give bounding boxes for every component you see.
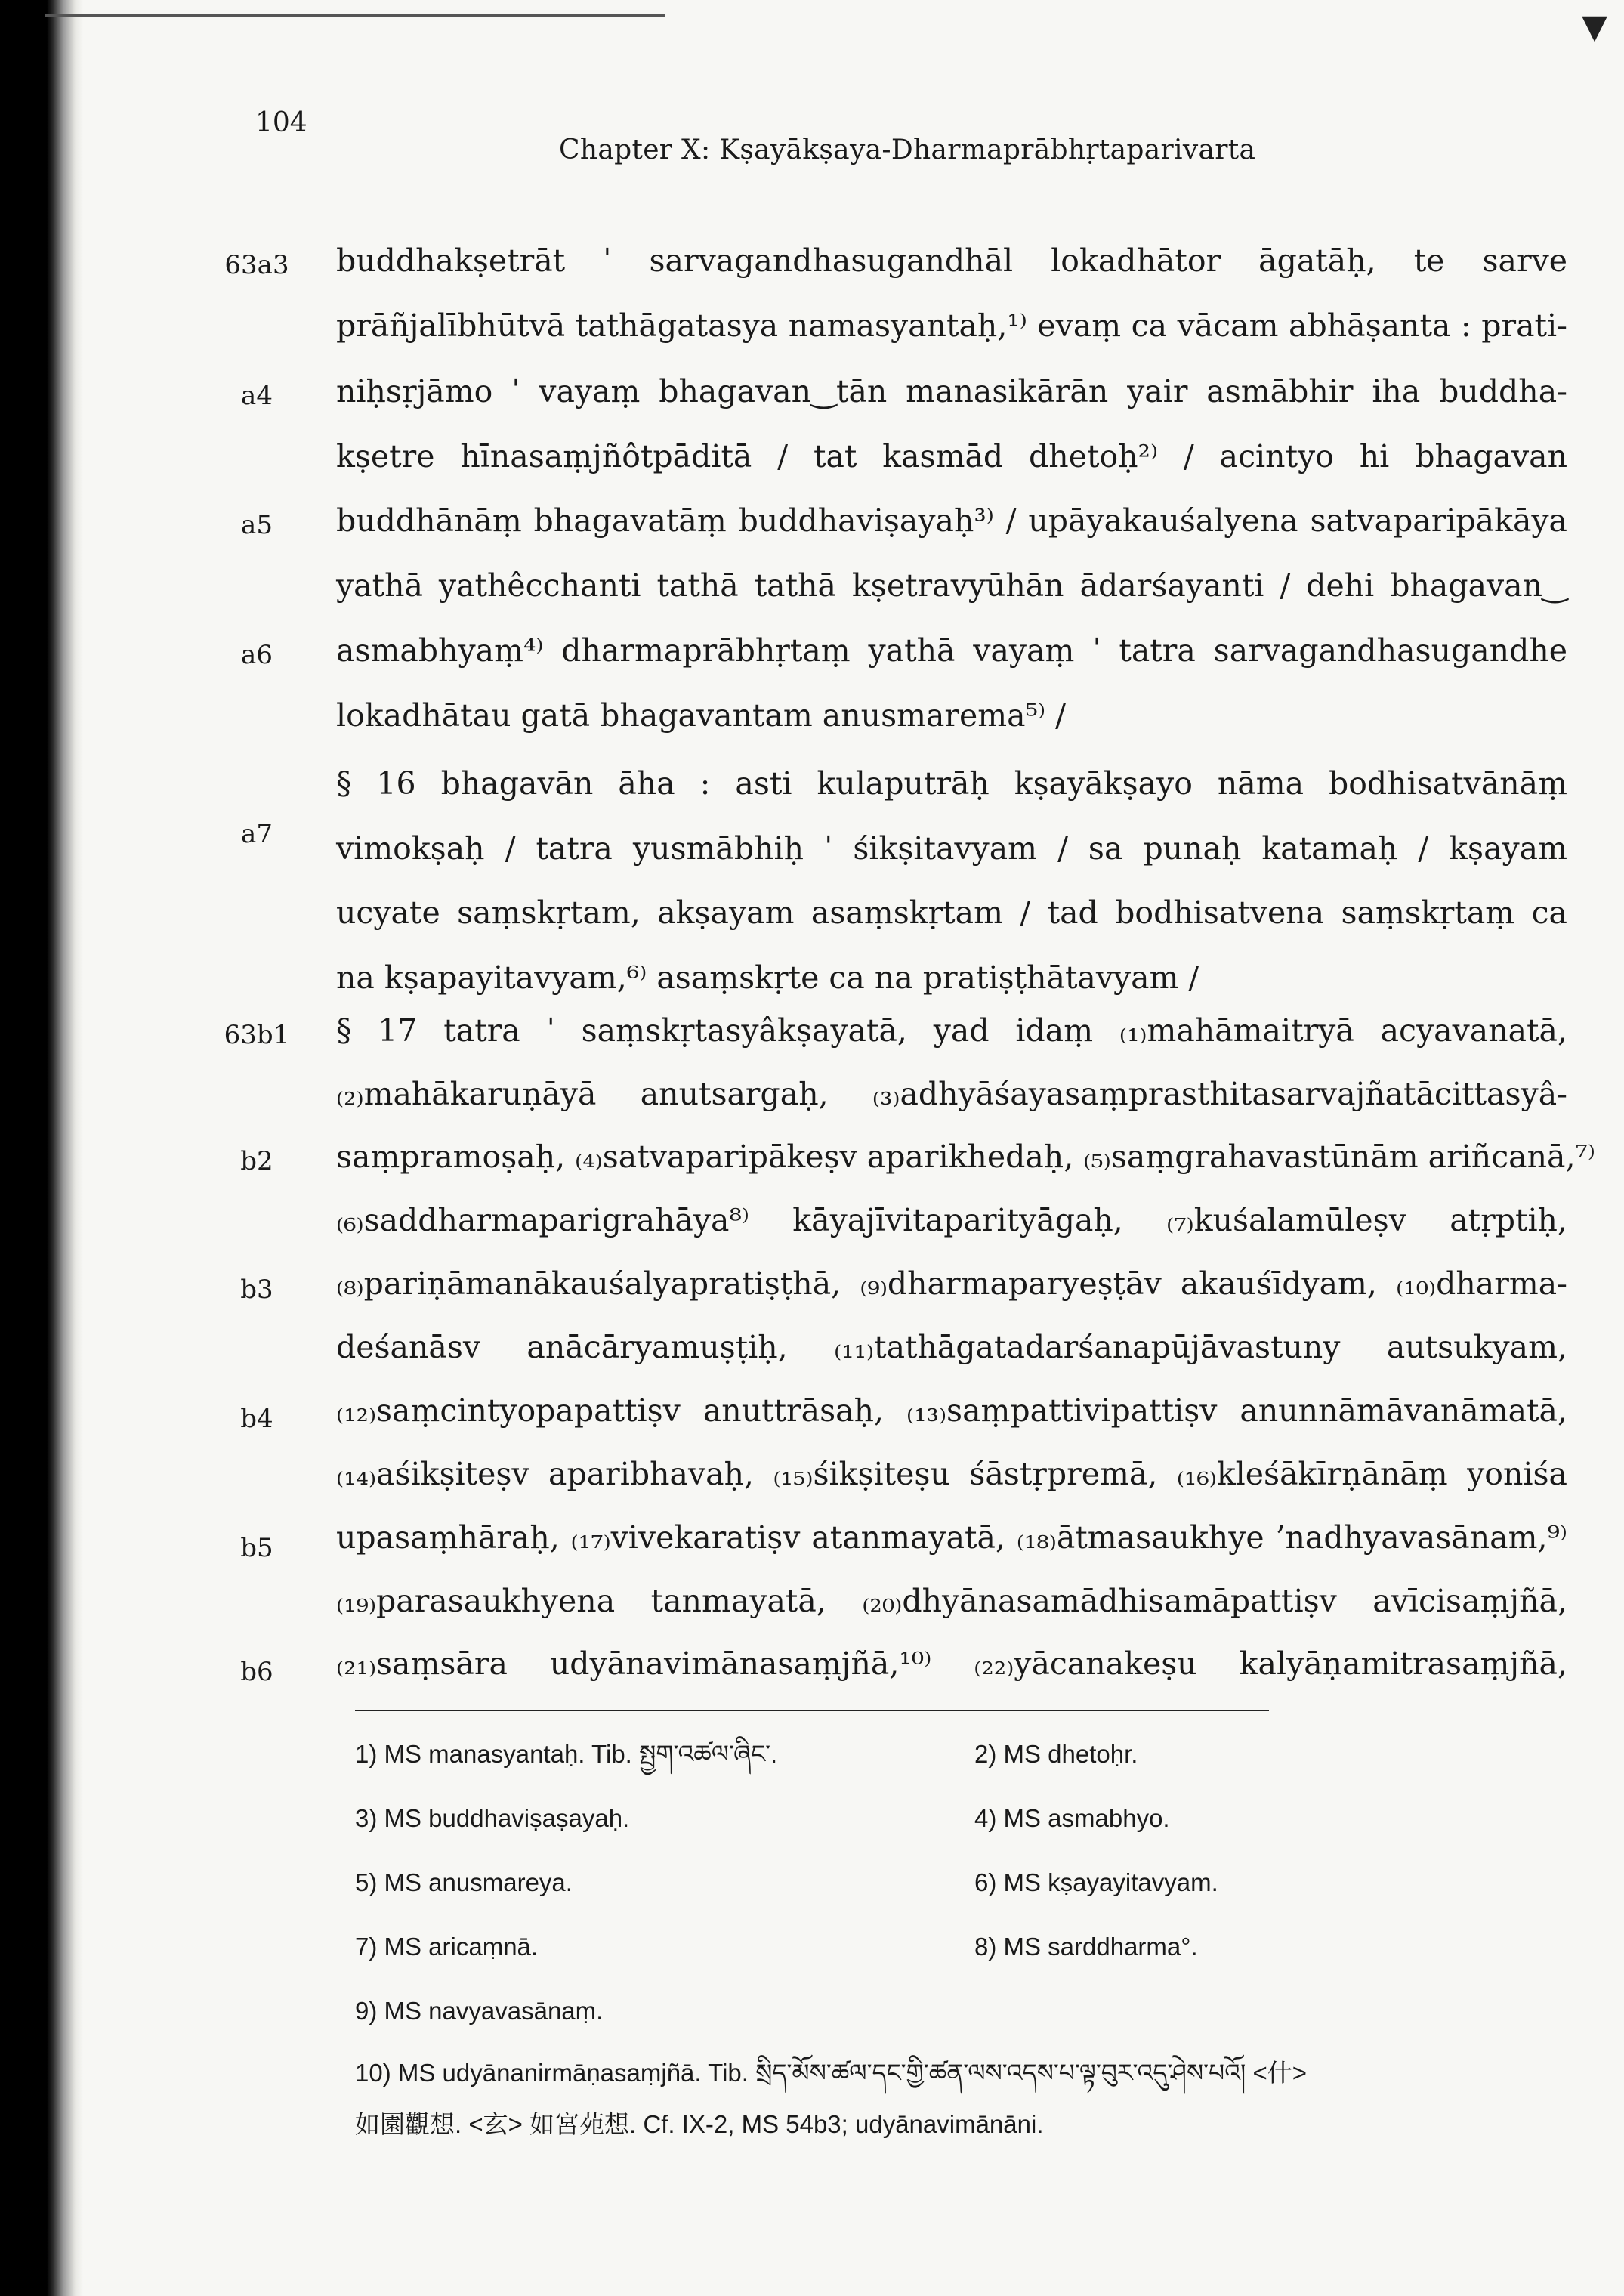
folio-marker: b5 bbox=[240, 1533, 273, 1563]
footnote: 4) MS asmabhyo. bbox=[974, 1804, 1170, 1832]
footnote: 如園觀想. <玄> 如宮苑想. Cf. IX-2, MS 54b3; udyānavimānāni. bbox=[355, 2110, 1044, 2138]
text-line: buddhānāṃ bhagavatāṃ buddhaviṣayaḥ³⁾ / upāyakauśalyena satvaparipākāya bbox=[336, 502, 1567, 539]
folio-marker: 63a3 bbox=[224, 250, 289, 280]
text-line: ₍₁₉₎parasaukhyena tanmayatā, ₍₂₀₎dhyānasamādhisamāpattiṣv avīcisaṃjñā, bbox=[336, 1583, 1567, 1619]
footnote: 2) MS dhetoḥr. bbox=[974, 1740, 1138, 1768]
text-line: ₍₁₄₎aśikṣiteṣv aparibhavaḥ, ₍₁₅₎śikṣiteṣu śāstṛpremā, ₍₁₆₎kleśākīrṇānāṃ yoniśa bbox=[336, 1456, 1567, 1492]
footnote: 10) MS udyānanirmāṇasaṃjñā. Tib. སྲིད་མོས་ཚལ་དང་གྱི་ཚན་ལས་འདས་པ་ལྟ་བུར་འདུ་ཤེས་པའོ། <什> bbox=[355, 2059, 1308, 2087]
text-line: deśanāsv anācāryamuṣṭiḥ, ₍₁₁₎tathāgatadarśanapūjāvastuny autsukyam, bbox=[336, 1329, 1567, 1365]
section-17-line: § 17 tatra ˈ saṃskṛtasyâkṣayatā, yad idaṃ ₍₁₎mahāmaitryā acyavanatā, bbox=[336, 1012, 1567, 1049]
text-line: ₍₆₎saddharmaparigrahāya⁸⁾ kāyajīvitaparityāgaḥ, ₍₇₎kuśalamūleṣv atṛptiḥ, bbox=[336, 1202, 1567, 1238]
footnote: 8) MS sarddharma°. bbox=[974, 1933, 1198, 1961]
page-number: 104 bbox=[255, 107, 307, 138]
text-line: na kṣapayitavyam,⁶⁾ asaṃskṛte ca na pratiṣṭhātavyam / bbox=[336, 959, 1199, 996]
text-line: ucyate saṃskṛtam, akṣayam asaṃskṛtam / tad bodhisatvena saṃskṛtaṃ ca bbox=[336, 895, 1567, 931]
text-line: kṣetre hīnasaṃjñôtpāditā / tat kasmād dhetoḥ²⁾ / acintyo hi bhagavan bbox=[336, 438, 1567, 474]
folio-marker: a5 bbox=[241, 510, 273, 540]
corner-mark: ▼ bbox=[1582, 8, 1607, 46]
text-line: yathā yathêcchanti tathā tathā kṣetravyūhān ādarśayanti / dehi bhagavan‿ bbox=[336, 567, 1567, 604]
running-head: Chapter X: Kṣayākṣaya-Dharmaprābhṛtaparivarta bbox=[559, 134, 1256, 165]
folio-marker: b2 bbox=[240, 1146, 273, 1176]
footnote: 7) MS aricaṃnā. bbox=[355, 1933, 539, 1961]
text-line: asmabhyaṃ⁴⁾ dharmaprābhṛtaṃ yathā vayaṃ ˈ tatra sarvagandhasugandhe bbox=[336, 632, 1567, 669]
folio-marker: b3 bbox=[240, 1275, 273, 1305]
text-line: ₍₂₁₎saṃsāra udyānavimānasaṃjñā,¹⁰⁾ ₍₂₂₎yācanakeṣu kalyāṇamitrasaṃjñā, bbox=[336, 1646, 1567, 1682]
folio-marker: 63b1 bbox=[224, 1020, 290, 1050]
section-16-line: § 16 bhagavān āha : asti kulaputrāḥ kṣayākṣayo nāma bodhisatvānāṃ bbox=[336, 765, 1567, 802]
text-line: saṃpramoṣaḥ, ₍₄₎satvaparipākeṣv aparikhedaḥ, ₍₅₎saṃgrahavastūnām ariñcanā,⁷⁾ bbox=[336, 1139, 1595, 1175]
footnote: 5) MS anusmareya. bbox=[355, 1868, 573, 1896]
folio-marker: a4 bbox=[241, 381, 273, 411]
folio-marker: b4 bbox=[240, 1404, 273, 1434]
text-line: buddhakṣetrāt ˈ sarvagandhasugandhāl lokadhātor āgatāḥ, te sarve bbox=[336, 243, 1567, 279]
scan-top-edge bbox=[45, 14, 665, 17]
folio-marker: a6 bbox=[241, 640, 273, 670]
text-line: upasaṃhāraḥ, ₍₁₇₎vivekaratiṣv atanmayatā, ₍₁₈₎ātmasaukhye ’nadhyavasānam,⁹⁾ bbox=[336, 1519, 1567, 1556]
text-line: niḥsṛjāmo ˈ vayaṃ bhagavan‿tān manasikārān yair asmābhir iha buddha- bbox=[336, 373, 1567, 409]
footnote: 6) MS kṣayayitavyam. bbox=[974, 1868, 1218, 1896]
footnote: 1) MS manasyantaḥ. Tib. སྤྱག་འཚལ་ཞིང་. bbox=[355, 1740, 778, 1768]
folio-marker: b6 bbox=[240, 1657, 273, 1687]
footnote-rule bbox=[355, 1710, 1269, 1711]
footnote: 3) MS buddhaviṣaṣayaḥ. bbox=[355, 1804, 630, 1832]
text-line: lokadhātau gatā bhagavantam anusmarema⁵⁾ / bbox=[336, 697, 1066, 734]
scan-binding-edge bbox=[0, 0, 83, 2296]
text-line: prāñjalībhūtvā tathāgatasya namasyantaḥ,¹⁾ evaṃ ca vācam abhāṣanta : prati- bbox=[336, 307, 1567, 344]
folio-marker: a7 bbox=[241, 819, 273, 849]
text-line: ₍₂₎mahākaruṇāyā anutsargaḥ, ₍₃₎adhyāśayasaṃprasthitasarvajñatācittasyâ- bbox=[336, 1076, 1567, 1112]
text-line: vimokṣaḥ / tatra yusmābhiḥ ˈ śikṣitavyam / sa punaḥ katamaḥ / kṣayam bbox=[336, 830, 1567, 867]
text-line: ₍₈₎pariṇāmanākauśalyapratiṣṭhā, ₍₉₎dharmaparyeṣṭāv akauśīdyam, ₍₁₀₎dharma- bbox=[336, 1265, 1567, 1302]
text-line: ₍₁₂₎saṃcintyopapattiṣv anuttrāsaḥ, ₍₁₃₎saṃpattivipattiṣv anunnāmāvanāmatā, bbox=[336, 1392, 1567, 1429]
footnote: 9) MS navyavasānaṃ. bbox=[355, 1997, 604, 2025]
